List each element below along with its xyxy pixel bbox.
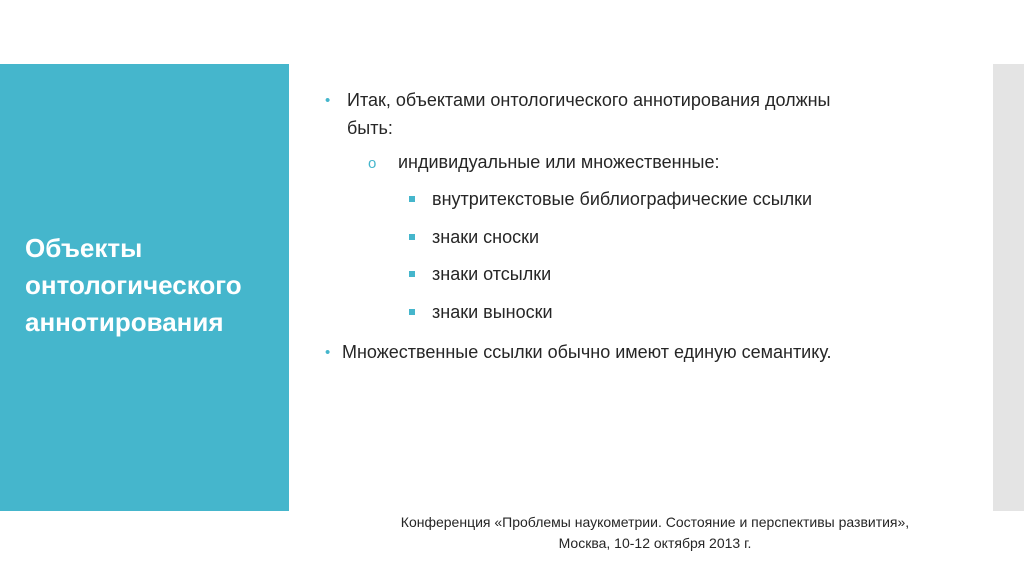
bullet-dot-icon: • [325, 344, 331, 361]
subsub-bullet-text: знаки сноски [432, 227, 540, 247]
subsub-bullet-text: знаки выноски [432, 302, 553, 322]
subsub-bullet-text: знаки отсылки [432, 264, 552, 284]
bullet-square-icon [409, 196, 415, 202]
bullet-text: Множественные ссылки обычно имеют единую семантику. [342, 342, 832, 362]
sub-bullet-text: индивидуальные или множественные: [398, 152, 720, 172]
footer-line: Москва, 10-12 октября 2013 г. [558, 535, 752, 551]
bullet-text-line: Итак, объектами онтологического аннотирования должны [347, 90, 831, 110]
bullet-circle-icon: o [368, 155, 377, 172]
bullet-square-icon [409, 309, 415, 315]
bullet-square-icon [409, 234, 415, 240]
subsub-bullet-text: внутритекстовые библиографические ссылки [432, 189, 813, 209]
bullet-square-icon [409, 271, 415, 277]
slide-title-line: аннотирования [25, 307, 224, 337]
slide-title-line: онтологического [25, 270, 242, 300]
slide-footer [340, 512, 970, 554]
footer-line: Конференция «Проблемы наукометрии. Состояние и перспективы развития», [400, 514, 910, 530]
bullet-text-line: быть: [347, 118, 393, 138]
slide-title-line: Объекты [25, 233, 143, 263]
bullet-dot-icon: • [325, 92, 331, 109]
